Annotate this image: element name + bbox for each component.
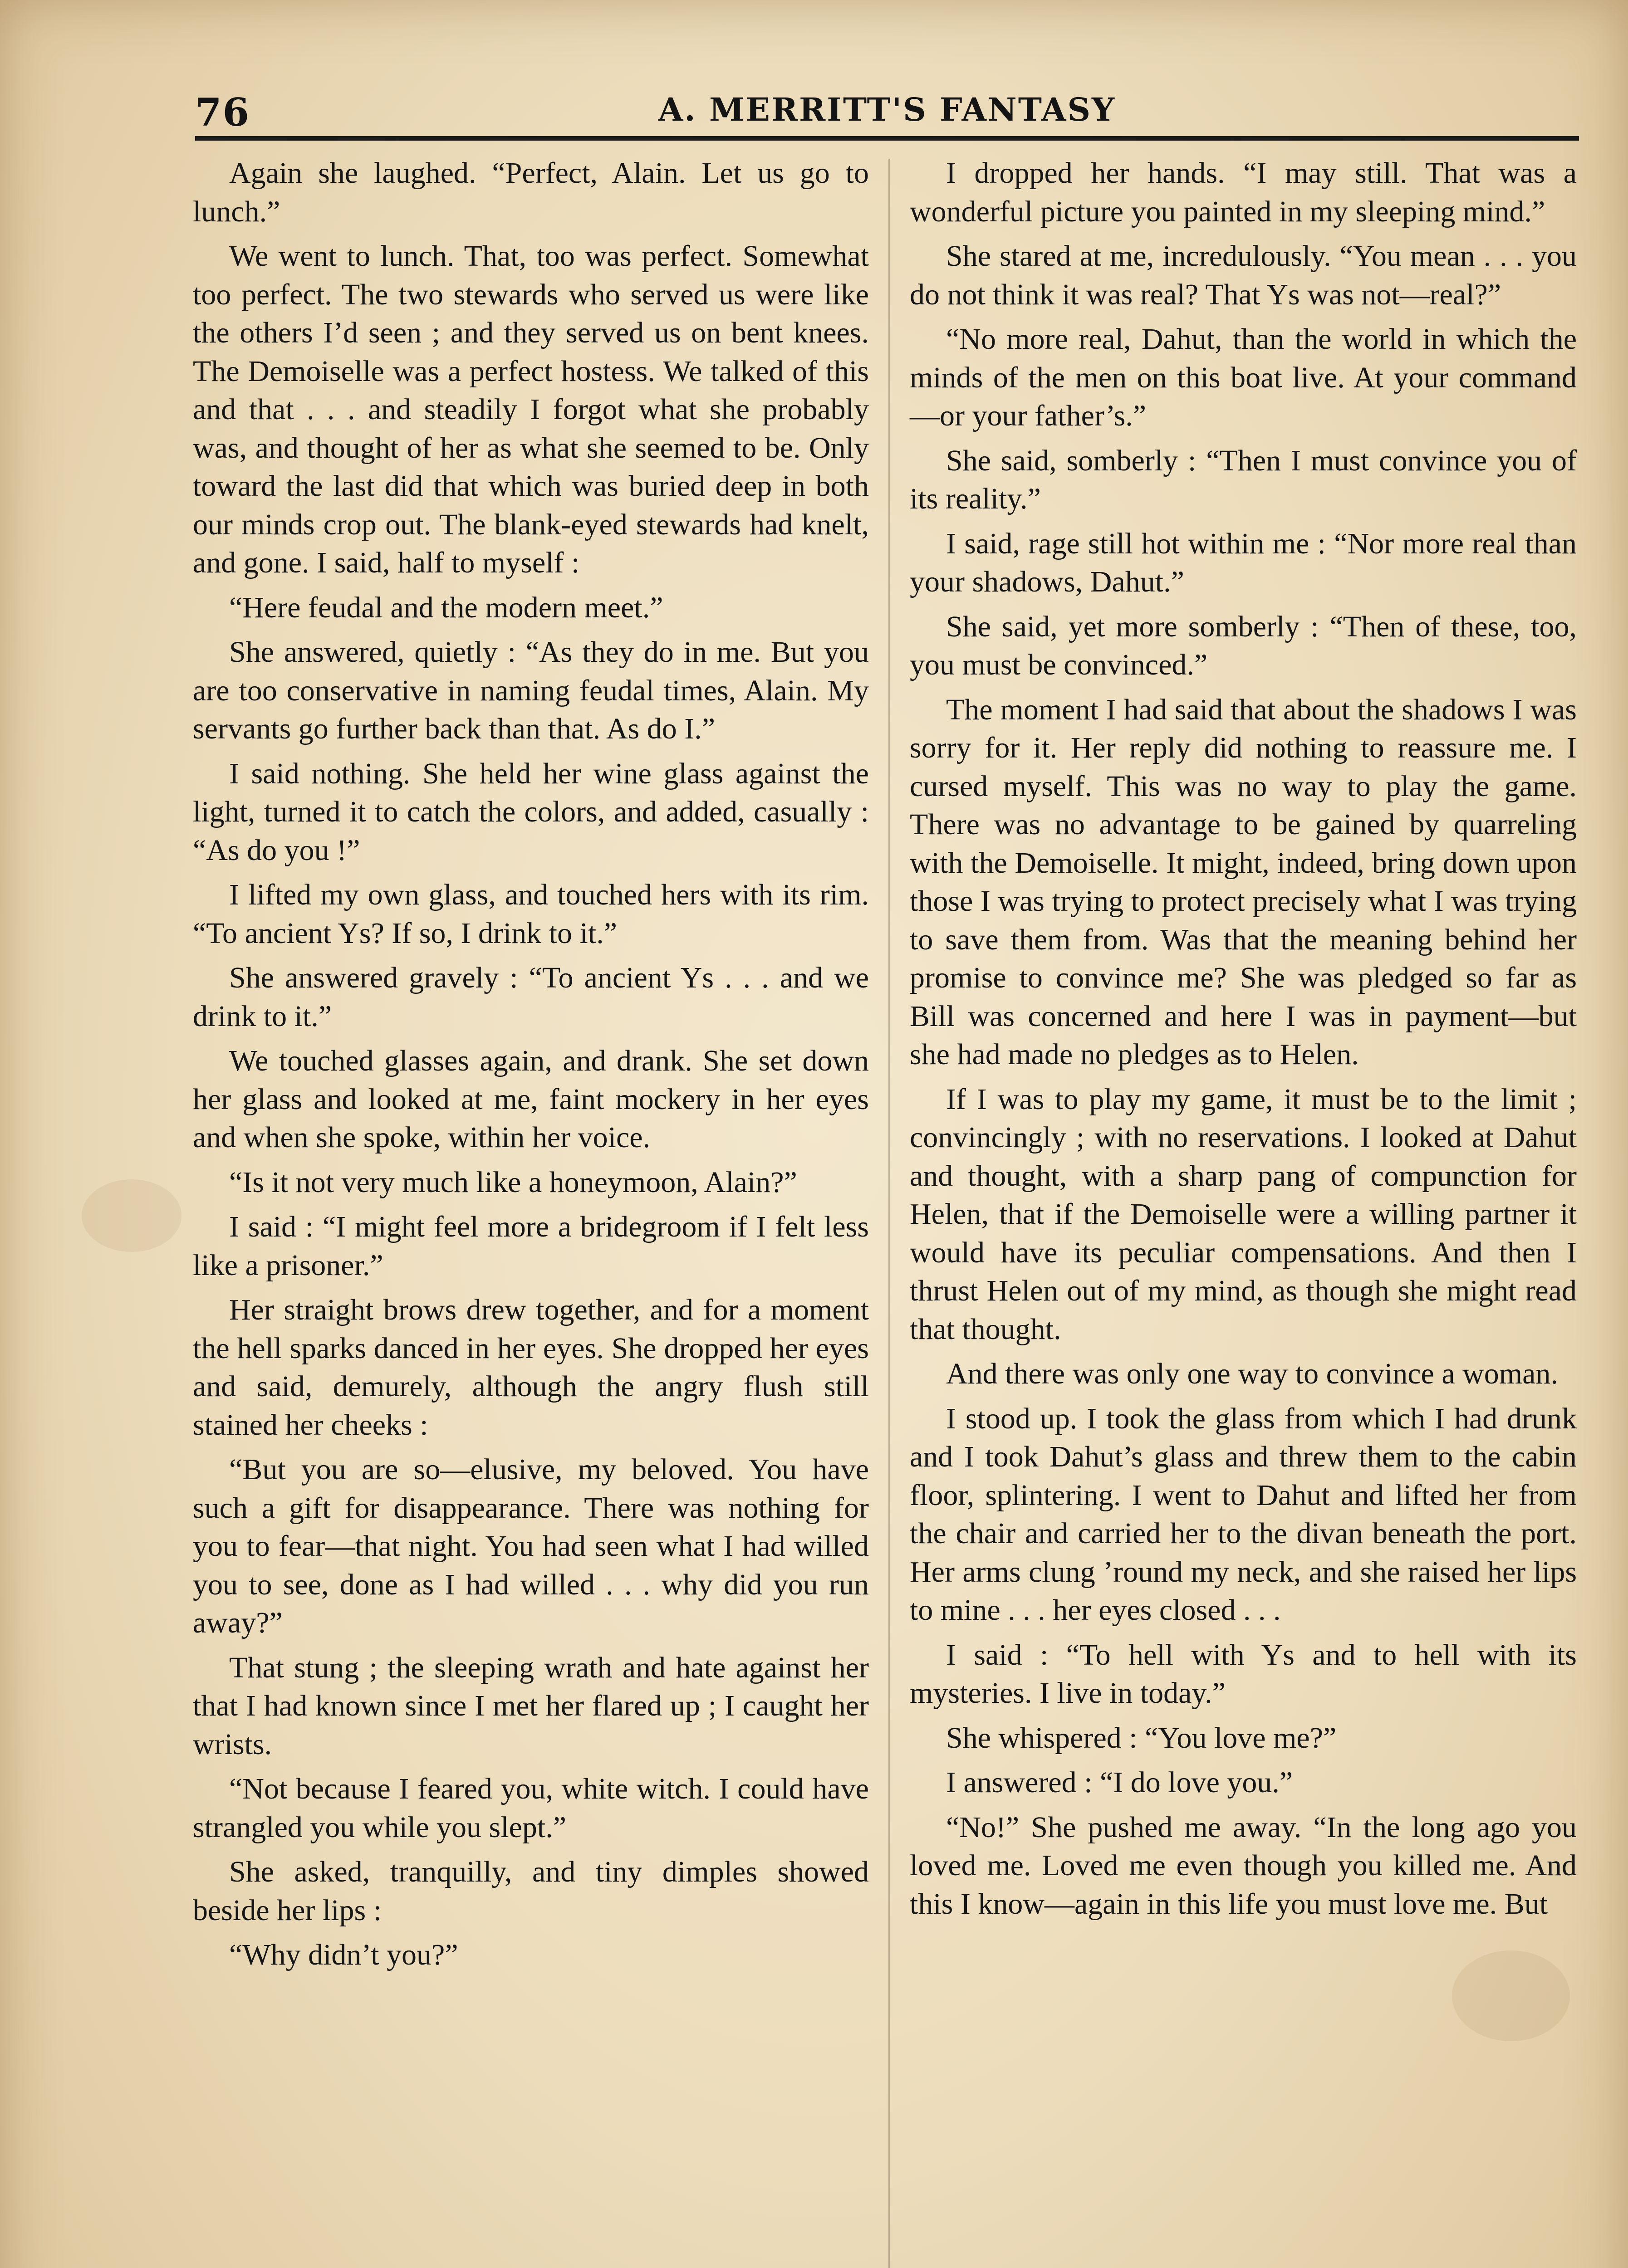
paragraph: Her straight brows drew together, and for a moment the hell sparks danced in her eyes. She dropped her eyes and said, demurely, although the angry flush still stained her cheeks : — [193, 1293, 869, 1442]
magazine-title: A. MERRITT'S FANTASY — [658, 91, 1116, 128]
paragraph: We went to lunch. That, too was perfect. Somewhat too perfect. The two stewards who served us were like the others I’d seen ; and they served us on bent knees. The Demoiselle was a perfect hostess. We talked of this and that . . . and steadily I forgot what she probably was, and thought of her as what she seemed to be. Only toward the last did that which was buried deep in both our minds crop out. The blank-eyed stewards had knelt, and gone. I said, half to myself : — [193, 240, 869, 579]
paragraph: “No more real, Dahut, than the world in which the minds of the men on this boat live. At your command—or your father’s.” — [910, 323, 1577, 432]
paragraph: And there was only one way to convince a woman. — [946, 1357, 1558, 1390]
paragraph: I said : “To hell with Ys and to hell with its mysteries. I live in today.” — [910, 1638, 1577, 1710]
paragraph: “No!” She pushed me away. “In the long ago you loved me. Loved me even though you killed me. And this I know—again in this life you must love me. But — [910, 1810, 1577, 1921]
paragraph: I stood up. I took the glass from which I had drunk and I took Dahut’s glass and threw them to the cabin floor, splintering. I went to Dahut and lifted her from the chair and carried her to the divan beneath the port. Her arms clung ’round my neck, and she raised her lips to mine . . . her eyes closed . . . — [910, 1402, 1577, 1627]
paragraph: She stared at me, incredulously. “You mean . . . you do not think it was real? That Ys was not—real?” — [910, 240, 1577, 311]
header-rule — [195, 136, 1579, 141]
paragraph: She answered gravely : “To ancient Ys . . . and we drink to it.” — [193, 961, 869, 1033]
paragraph: She whispered : “You love me?” — [946, 1721, 1337, 1755]
paragraph: Again she laughed. “Perfect, Alain. Let us go to lunch.” — [193, 156, 869, 228]
paragraph: That stung ; the sleeping wrath and hate against her that I had known since I met her flared up ; I caught her wrists. — [193, 1651, 869, 1761]
paragraph: I lifted my own glass, and touched hers with its rim. “To ancient Ys? If so, I drink to it.” — [193, 878, 869, 950]
paragraph: I said : “I might feel more a bridegroom if I felt less like a prisoner.” — [193, 1210, 869, 1282]
page-number: 76 — [195, 90, 250, 135]
right-column — [910, 154, 1577, 1930]
paragraph: “Why didn’t you?” — [229, 1938, 458, 1971]
paragraph: She answered, quietly : “As they do in me. But you are too conservative in naming feudal times, Alain. My servants go further back than that. As do I.” — [193, 635, 869, 745]
left-column — [193, 154, 869, 1981]
column-gutter — [888, 159, 890, 2268]
paragraph: “Is it not very much like a honeymoon, Alain?” — [229, 1165, 797, 1199]
paragraph: She asked, tranquilly, and tiny dimples showed beside her lips : — [193, 1855, 869, 1927]
paper-stain — [1452, 1950, 1570, 2041]
paragraph: I dropped her hands. “I may still. That was a wonderful picture you painted in my sleeping mind.” — [910, 156, 1577, 228]
paragraph: “Not because I feared you, white witch. I could have strangled you while you slept.” — [193, 1772, 869, 1844]
paragraph: I said, rage still hot within me : “Nor more real than your shadows, Dahut.” — [910, 527, 1577, 598]
paragraph: The moment I had said that about the shadows I was sorry for it. Her reply did nothing to reassure me. I cursed myself. This was no way to play the game. There was no advantage to be gained by quarreling with the Demoiselle. It might, indeed, bring down upon those I was trying to protect precisely what I was trying to save them from. Was that the meaning behind her promise to convince me? She was pledged so far as Bill was concerned and here I was in payment—but she had made no pledges as to Helen. — [910, 693, 1577, 1071]
paragraph: If I was to play my game, it must be to the limit ; convincingly ; with no reservations. I looked at Dahut and thought, with a sharp pang of compunction for Helen, that if the Demoiselle were a willing partner it would have its peculiar compensations. And then I thrust Helen out of my mind, as though she might read that thought. — [910, 1082, 1577, 1346]
paper-stain — [82, 1179, 181, 1252]
paragraph: We touched glasses again, and drank. She set down her glass and looked at me, faint mockery in her eyes and when she spoke, within her voice. — [193, 1044, 869, 1154]
paragraph: “But you are so—elusive, my beloved. You have such a gift for disappearance. There was nothing for you to fear—that night. You had seen what I had willed you to see, done as I had willed . . . why did you run away?” — [193, 1453, 869, 1639]
paragraph: “Here feudal and the modern meet.” — [229, 591, 663, 624]
paragraph: She said, yet more somberly : “Then of these, too, you must be convinced.” — [910, 610, 1577, 681]
paragraph: I said nothing. She held her wine glass against the light, turned it to catch the colors, and added, casually : “As do you !” — [193, 757, 869, 867]
paragraph: She said, somberly : “Then I must convince you of its reality.” — [910, 444, 1577, 515]
paragraph: I answered : “I do love you.” — [946, 1766, 1293, 1799]
running-head — [195, 86, 1579, 136]
